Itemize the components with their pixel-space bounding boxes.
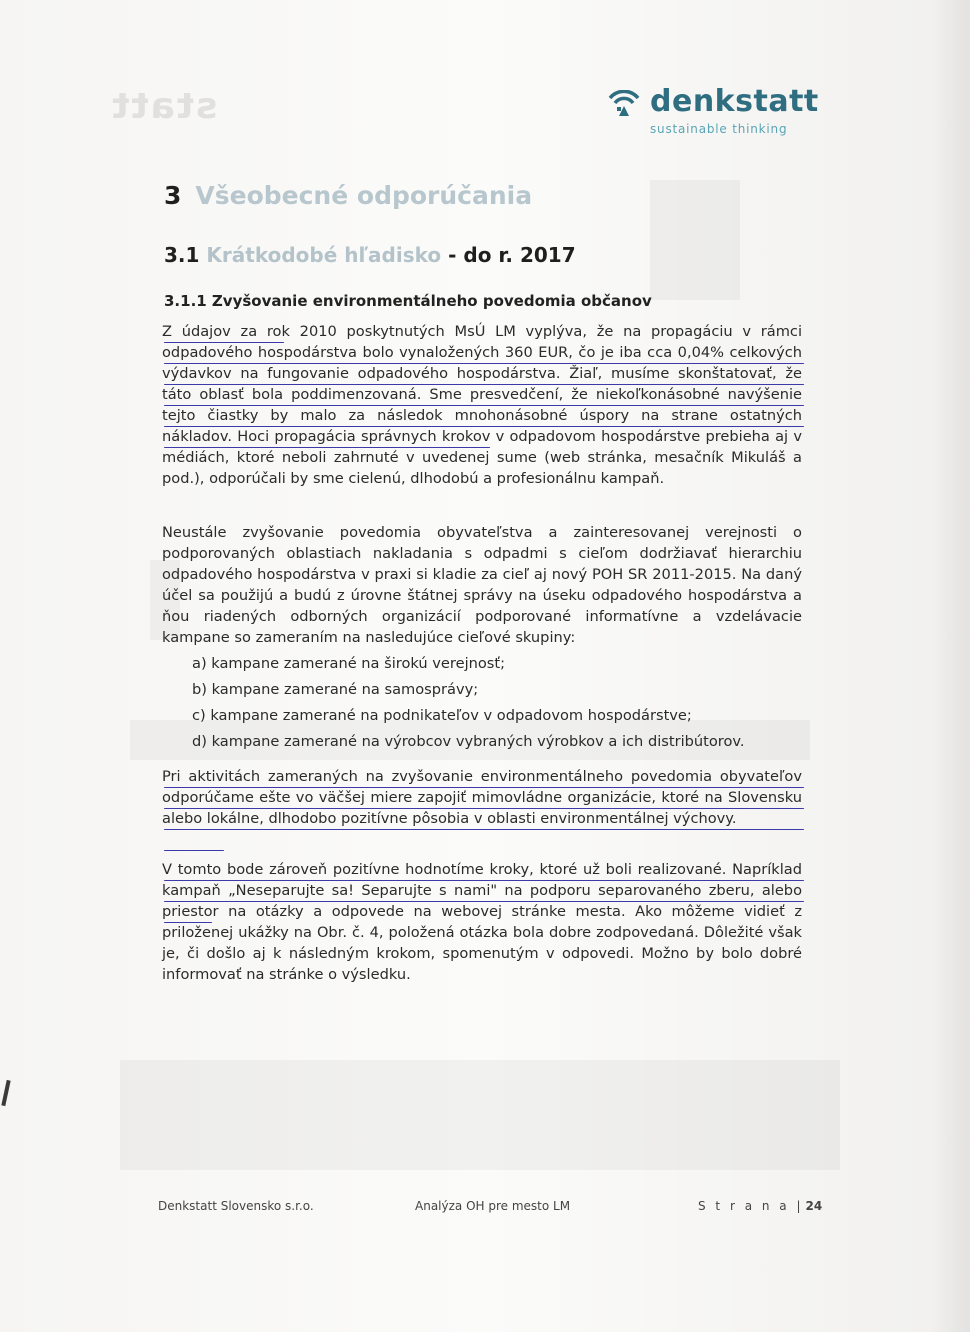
- wifi-tree-logo-icon: [606, 90, 642, 118]
- section-heading: [164, 181, 532, 210]
- handwritten-underline: [164, 342, 284, 343]
- bleed-through-block: [120, 1060, 840, 1170]
- list-item: b) kampane zamerané na samosprávy;: [192, 681, 479, 698]
- handwritten-underline: [164, 787, 804, 788]
- subsubsection-heading: 3.1.1 Zvyšovanie environmentálneho povedomia občanov: [164, 292, 652, 310]
- paragraph-awareness: Neustále zvyšovanie povedomia obyvateľstva a zainteresovanej verejnosti o podporovaných oblastiach nakladania s odpadmi s cieľom dodržiavať hierarchiu odpadového hospodárstva v praxi si kladie za cieľ aj nový POH SR 2011-2015. Na daný účel sa použijú a budú z úrovne štátnej správy na úseku odpadového hospodárstva a ňou riadených odborných organizácií podporované informatívne a vzdelávacie kampane so zameraním na nasledujúce cieľové skupiny:: [162, 524, 802, 646]
- footer-document: Analýza OH pre mesto LM: [415, 1199, 571, 1213]
- handwritten-underline: [164, 850, 224, 851]
- bleed-through-block: [650, 180, 740, 300]
- list-item: c) kampane zamerané na podnikateľov v odpadovom hospodárstve;: [192, 707, 692, 724]
- handwritten-underline: [164, 363, 804, 364]
- page-number: 24: [805, 1199, 823, 1213]
- handwritten-underline: [164, 922, 212, 923]
- subsection-title-dark: - do r. 2017: [448, 243, 576, 267]
- logo-name: denkstatt: [650, 84, 819, 119]
- subsection-number: 3.1: [164, 243, 200, 267]
- handwritten-underline: [164, 808, 804, 809]
- handwritten-underline: [164, 447, 490, 448]
- handwritten-underline: [164, 426, 804, 427]
- paragraph-ngo: Pri aktivitách zameraných na zvyšovanie environmentálneho povedomia obyvateľov odporúčame ešte vo väčšej miere zapojiť mimovládne organizácie, ktoré na Slovensku alebo lokálne, dlhodobo pozitívne pôsobia v oblasti environmentálnej výchovy.: [162, 768, 802, 827]
- logo-tagline: sustainable thinking: [650, 122, 788, 136]
- handwritten-underline: [164, 829, 804, 830]
- scan-shadow: [930, 0, 970, 1332]
- footer-page: [698, 1199, 822, 1213]
- handwritten-underline: [164, 384, 804, 385]
- subsection-title-faded: Krátkodobé hľadisko: [206, 243, 442, 267]
- subsection-heading: [164, 243, 576, 267]
- section-title: Všeobecné odporúčania: [195, 181, 533, 210]
- section-number: 3: [164, 181, 182, 210]
- handwritten-underline: [164, 880, 804, 881]
- list-item: d) kampane zamerané na výrobcov vybraných výrobkov a ich distribútorov.: [192, 733, 745, 750]
- paragraph-campaign: V tomto bode zároveň pozitívne hodnotíme kroky, ktoré už boli realizované. Napríklad kampaň „Neseparujte sa! Separujte s nami" na podporu separovaného zberu, alebo priestor na otázky a odpovede na webovej stránke mesta. Ako môžeme vidieť z priloženej ukážky na Obr. č. 4, položená otázka bola dobre zodpovedaná. Dôležité však je, či došlo aj k následným krokom, spomenutým v odpovedi. Možno by bolo dobré informovať na stránke o výsledku.: [162, 861, 802, 983]
- footer-company: Denkstatt Slovensko s.r.o.: [158, 1199, 314, 1213]
- scan-mark: [1, 1080, 10, 1106]
- handwritten-underline: [164, 901, 804, 902]
- paragraph-budget: Z údajov za rok 2010 poskytnutých MsÚ LM vyplýva, že na propagáciu v rámci odpadového hospodárstva bolo vynaložených 360 EUR, čo je iba cca 0,04% celkových výdavkov na fungovanie odpadového hospodárstva. Žiaľ, musíme skonštatovať, že táto oblasť bola poddimenzovaná. Sme presvedčení, že niekoľkonásobné navýšenie tejto čiastky by malo za následok mnohonásobné úspory na strane ostatných nákladov. Hoci propagácia správnych krokov v odpadovom hospodárstve prebieha aj v médiách, ktoré neboli zahrnuté v uvedenej sume (web stránka, mesačník Mikuláš a pod.), odporúčali by sme cielenú, dlhodobú a profesionálnu kampaň.: [162, 323, 802, 487]
- target-groups-list: [192, 653, 792, 757]
- list-item: a) kampane zamerané na širokú verejnosť;: [192, 655, 506, 672]
- handwritten-underline: [164, 405, 804, 406]
- page-label: S t r a n a |: [698, 1199, 804, 1213]
- bleed-through-logo: statt: [110, 86, 218, 127]
